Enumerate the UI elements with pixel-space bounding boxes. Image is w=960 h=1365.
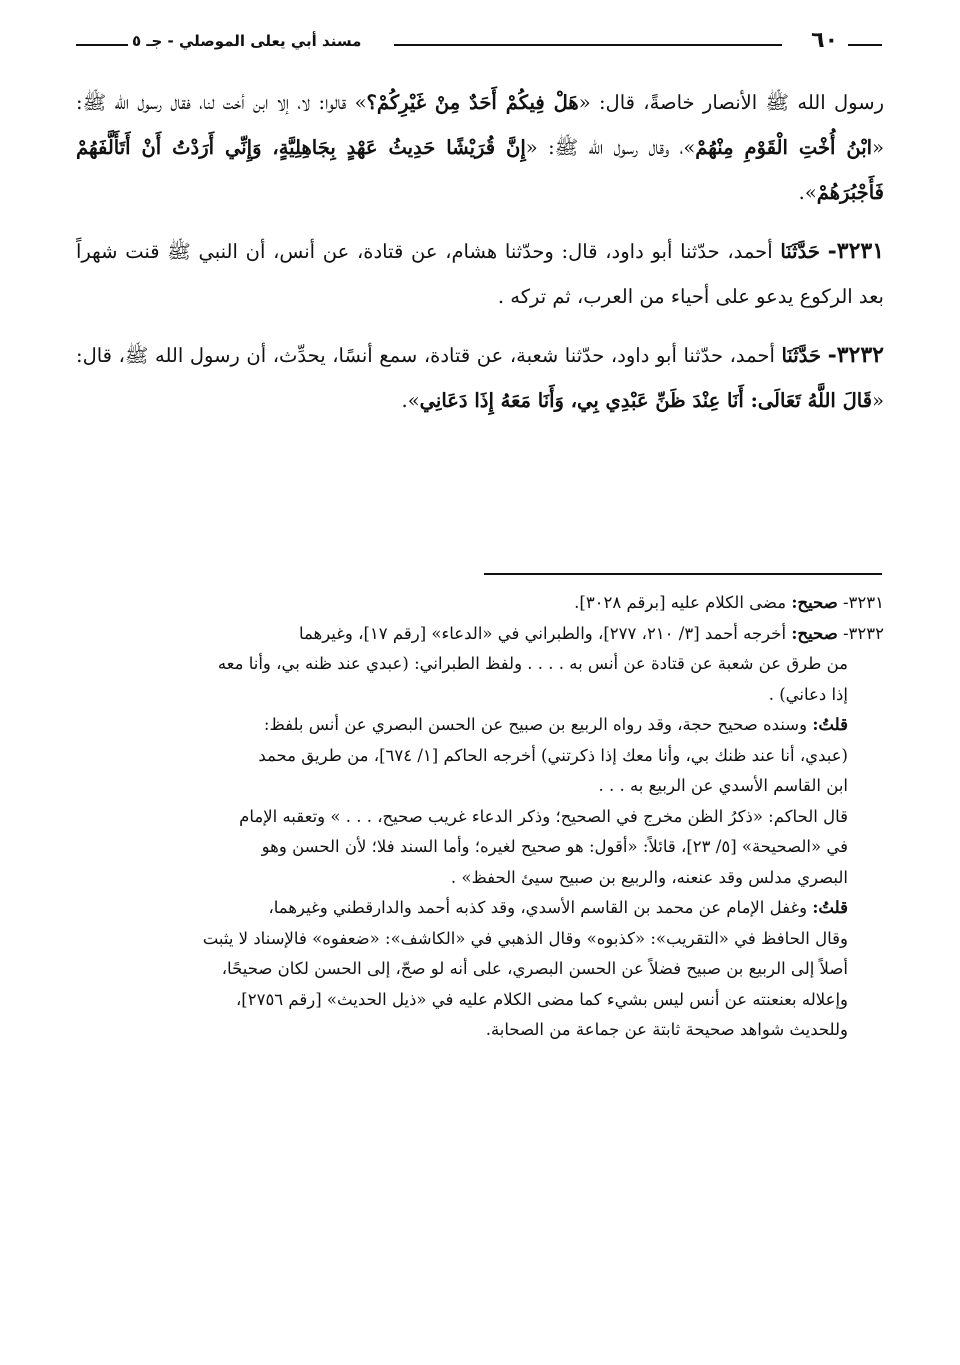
hadith-number: ٣٢٣٢- [827,342,884,368]
hadith-quote: هَلْ فِيكُمْ أَحَدٌ مِنْ غَيْرِكُمْ؟ [366,91,579,114]
hadith-text: أحمد، حدّثنا أبو داود، حدّثنا شعبة، عن قتادة، سمع أنسًا، يحدِّث، أن رسول الله ﷺ، قال: « [76,344,884,412]
footnote-grade: صحيح: [791,623,838,643]
commentary-line: البصري مدلس وقد عنعنه، والربيع بن صبيح سيئ الحفظ» . [450,867,848,887]
footnote-line: من طرق عن شعبة عن قتادة عن أنس به . . . . ولفظ الطبراني: (عبدي عند ظنه بي، وأنا معه [217,654,848,673]
text-run: »، وقال رسول الله ﷺ: « [525,136,696,159]
footnotes [76,588,884,1046]
commentary-line: في «الصحيحة» [٥/ ٢٣]، قائلاً: «أقول: هو صحيح لغيره؛ وأما السند فلا؛ لأن الحسن وهو [261,837,848,856]
commentary-line: وإعلاله بعنعنته عن أنس ليس بشيء كما مضى الكلام عليه في «ذيل الحديث» [رقم ٢٧٥٦]، [235,989,848,1009]
text-run: ». [401,389,420,412]
hadith-quote: قَالَ اللَّهُ تَعَالَى: أَنَا عِنْدَ ظَنِّ عَبْدِي بِي، وَأَنَا مَعَهُ إِذَا دَعَانِي [419,389,873,412]
header-rule [394,44,782,46]
text-run: رسول الله ﷺ الأنصار خاصةً، قال: « [578,91,885,114]
commentary-line [76,893,884,924]
footnote-separator [484,573,882,575]
footnote-3232 [76,619,884,650]
hadith-number: ٣٢٣١- [827,238,885,264]
footnote-3231 [76,588,884,619]
hadith-text: أحمد، حدّثنا أبو داود، قال: وحدّثنا هشام، عن قتادة، عن أنس، أن النبي ﷺ قنت شهراً بعد الركوع يدعو على أحياء من العرب، ثم تركه . [76,240,884,308]
hadith-3232 [76,333,884,423]
header-dash-right [848,44,882,46]
hadith-lead: حَدَّثَنَا [780,240,820,263]
footnote-text: مضى الكلام عليه [برقم ٣٠٢٨]. [574,593,787,612]
footnote-number: ٣٢٣١- [842,593,884,612]
running-header [76,26,882,66]
commentary-line: قال الحاكم: «ذكرُ الظن مخرج في الصحيح؛ وذكر الدعاء غريب صحيح، . . . » وتعقبه الإمام [239,806,848,826]
book-title: مسند أبي يعلى الموصلي - جـ ٥ [132,32,362,50]
hadith-3231 [76,229,884,319]
commentary-text: وغفل الإمام عن محمد بن القاسم الأسدي، وقد كذبه أحمد والدارقطني وغيرهما، [268,898,808,917]
hadith-quote: إِنَّ قُرَيْشًا حَدِيثُ عَهْدٍ بِجَاهِلِيَّةٍ، وَإِنِّي أَرَدْتُ أَنْ أَتَأَلَّفَهُمْ فَأَجْبُرَهُمْ [76,136,884,204]
footnote-line: إذا دعاني) . [768,684,848,704]
header-dash-left [76,44,128,46]
commentary-line: وللحديث شواهد صحيحة ثابتة عن جماعة من الصحابة. [485,1020,848,1039]
paragraph-continuation [76,80,884,215]
commentary-line: وقال الحافظ في «التقريب»: «كذبوه» وقال الذهبي في «الكاشف»: «ضعفوه» فالإسناد لا يثبت [202,928,848,948]
commentary-line [76,710,884,741]
page-number: ٦٠ [811,28,838,53]
commentary-text: وسنده صحيح حجة، وقد رواه الربيع بن صبيح عن الحسن البصري عن أنس بلفظ: [263,715,808,734]
text-run: » قالوا: لا، إلا ابن أخت لنا، فقال رسول الله ﷺ: « [76,91,885,159]
commentary-line: ابن القاسم الأسدي عن الربيع به . . . [598,776,848,795]
footnote-number: ٣٢٣٢- [842,623,884,643]
commentary-lead: قلتُ: [812,715,848,734]
main-text [76,80,884,437]
commentary-lead: قلتُ: [812,898,848,917]
footnote-grade: صحيح: [791,593,838,612]
footnote-text: أخرجه أحمد [٣/ ٢١٠، ٢٧٧]، والطبراني في «الدعاء» [رقم ١٧]، وغيرهما [298,623,787,643]
hadith-lead: حَدَّثَنَا [781,344,821,367]
commentary-line: أصلاً إلى الربيع بن صبيح فضلاً عن الحسن البصري، على أنه لو صحّ، إلى الحسن لكان صحيحًا، [221,959,848,978]
hadith-quote: ابْنُ أُخْتِ الْقَوْمِ مِنْهُمْ [695,136,873,159]
text-run: ». [798,181,817,204]
commentary-line: (عبدي، أنا عند ظنك بي، وأنا معك إذا ذكرتني) أخرجه الحاكم [١/ ٦٧٤]، من طريق محمد [258,745,848,765]
